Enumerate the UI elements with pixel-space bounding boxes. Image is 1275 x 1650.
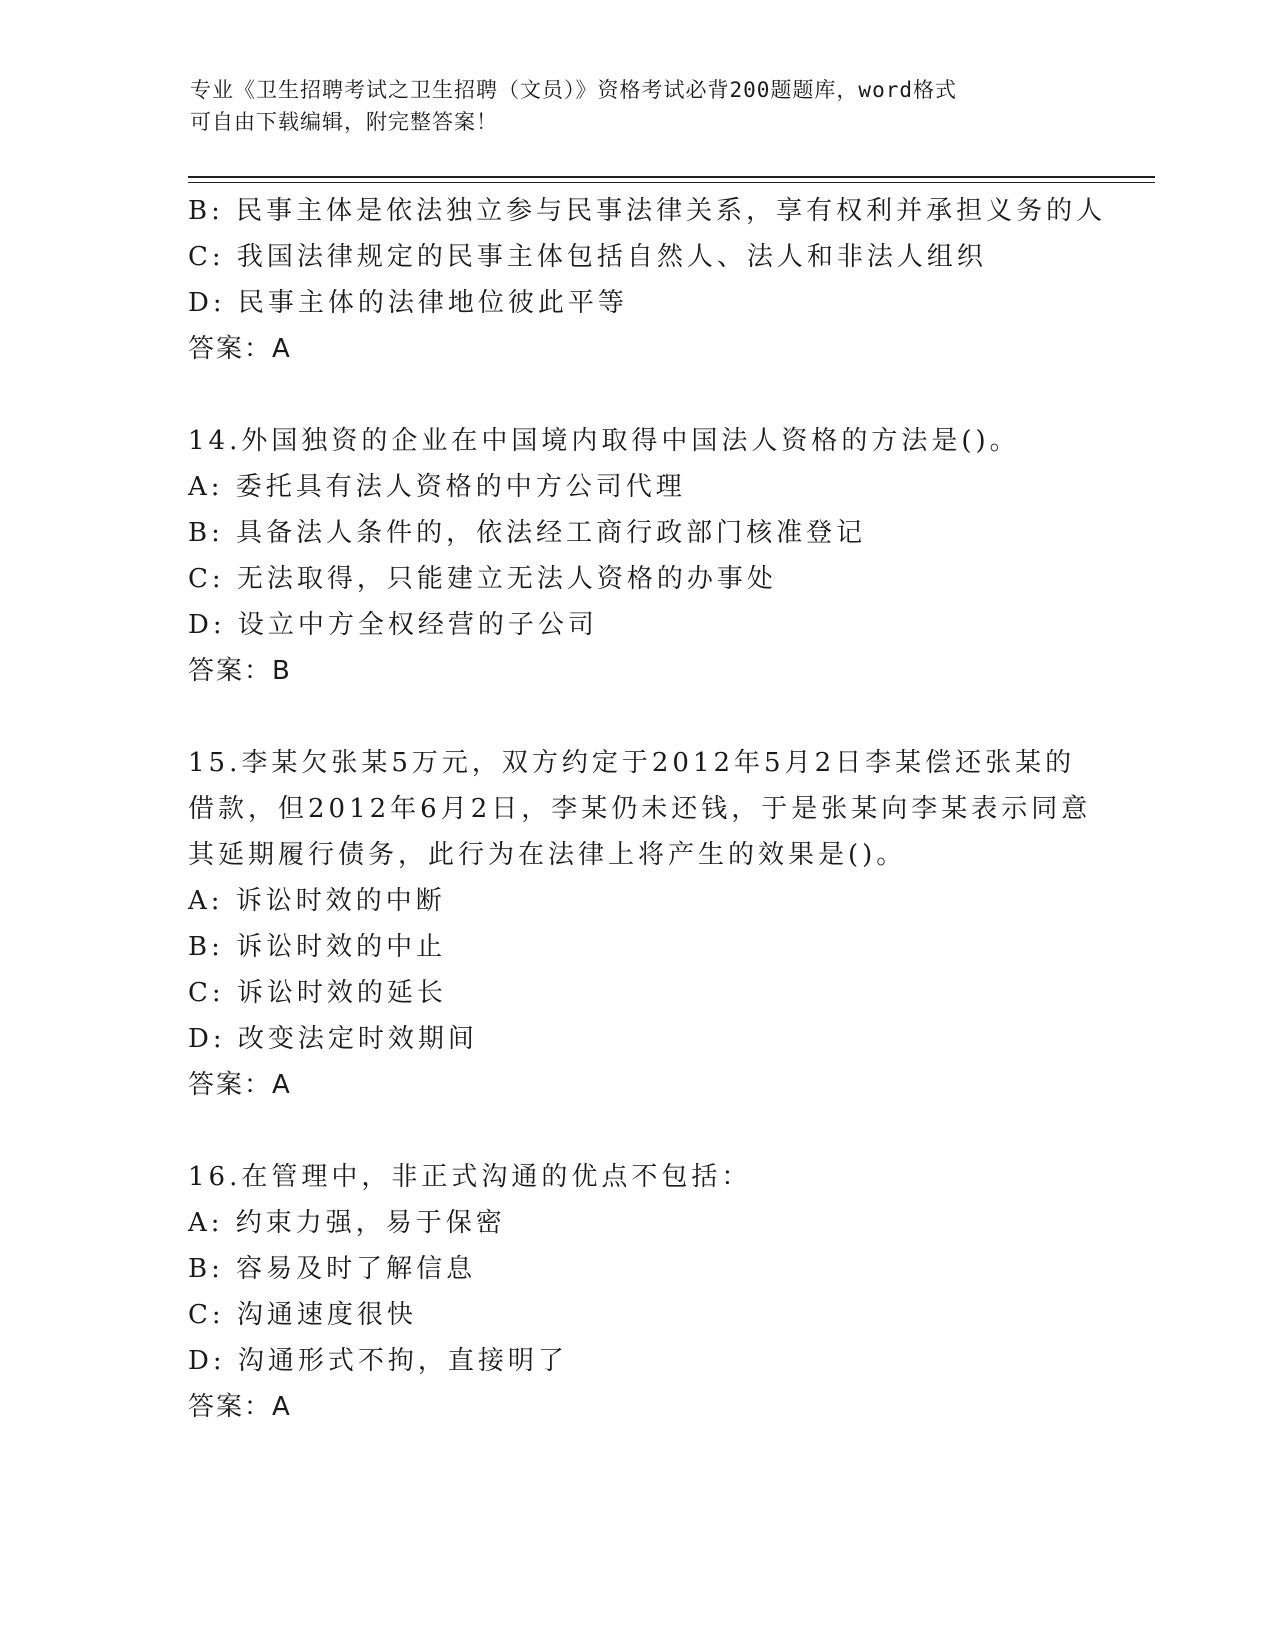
spacer [188, 1108, 1148, 1154]
question-stem: 其延期履行债务，此行为在法律上将产生的效果是()。 [188, 840, 907, 870]
header-line-1: 专业《卫生招聘考试之卫生招聘（文员）》资格考试必背200题题库，word格式 [190, 78, 957, 102]
option-a: A: 诉讼时效的中断 [188, 886, 446, 916]
option-b: B: 民事主体是依法独立参与民事法律关系，享有权利并承担义务的人 [188, 196, 1107, 226]
header-rule-thick [188, 176, 1155, 178]
answer-line: 答案：A [188, 334, 292, 364]
document-header [190, 74, 1070, 138]
option-b: B: 容易及时了解信息 [188, 1254, 477, 1284]
question-list [188, 188, 1148, 1430]
option-c: C: 沟通速度很快 [188, 1300, 417, 1330]
question-stem: 15.李某欠张某5万元，双方约定于2012年5月2日李某偿还张某的 [188, 748, 1076, 778]
question-15 [188, 740, 1148, 1108]
option-c: C: 我国法律规定的民事主体包括自然人、法人和非法人组织 [188, 242, 987, 272]
question-stem: 借款，但2012年6月2日，李某仍未还钱，于是张某向李某表示同意 [188, 794, 1092, 824]
option-c: C: 无法取得，只能建立无法人资格的办事处 [188, 564, 777, 594]
spacer [188, 372, 1148, 418]
spacer [188, 694, 1148, 740]
option-d: D: 民事主体的法律地位彼此平等 [188, 288, 628, 318]
question-stem: 14.外国独资的企业在中国境内取得中国法人资格的方法是()。 [188, 426, 1020, 456]
header-line-2: 可自由下载编辑，附完整答案！ [190, 110, 498, 134]
question-13-continued [188, 188, 1148, 372]
option-b: B: 诉讼时效的中止 [188, 932, 447, 962]
option-d: D: 改变法定时效期间 [188, 1024, 478, 1054]
answer-line: 答案：B [188, 656, 292, 686]
option-b: B: 具备法人条件的，依法经工商行政部门核准登记 [188, 518, 867, 548]
question-stem: 16.在管理中，非正式沟通的优点不包括： [188, 1162, 752, 1192]
option-a: A: 委托具有法人资格的中方公司代理 [188, 472, 686, 502]
option-c: C: 诉讼时效的延长 [188, 978, 447, 1008]
option-a: A: 约束力强，易于保密 [188, 1208, 506, 1238]
answer-line: 答案：A [188, 1070, 292, 1100]
option-d: D: 沟通形式不拘，直接明了 [188, 1346, 568, 1376]
question-14 [188, 418, 1148, 694]
answer-line: 答案：A [188, 1392, 292, 1422]
header-rule-thin [188, 182, 1155, 183]
option-d: D: 设立中方全权经营的子公司 [188, 610, 598, 640]
question-16 [188, 1154, 1148, 1430]
